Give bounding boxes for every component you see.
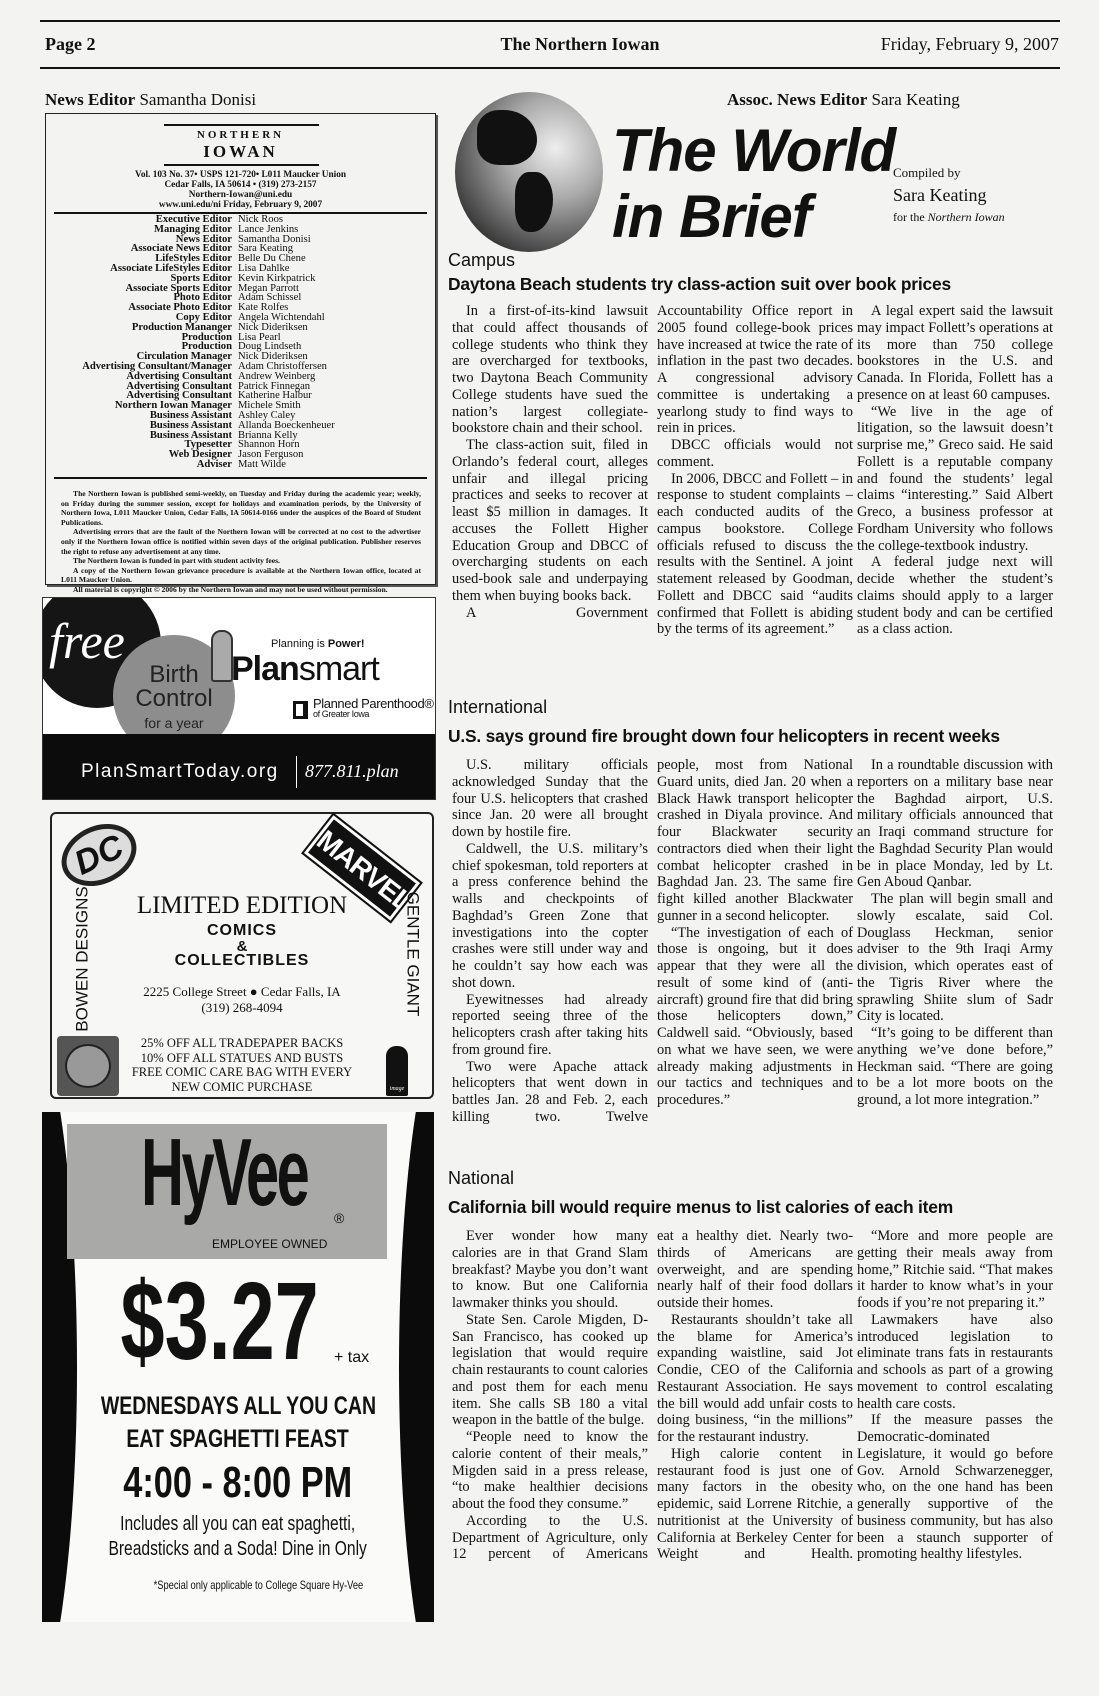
credit-role: Assoc. News Editor	[727, 90, 868, 109]
byline	[893, 165, 1005, 225]
special-note	[62, 1578, 434, 1593]
article-paragraph: Eyewitnesses had already reported seeing three of the helicopters crash after taking hits from ground fire.	[452, 991, 648, 1058]
article-column	[452, 757, 648, 1126]
staff-name: Andrew Weinberg	[238, 370, 316, 382]
ad-text: 4:00 - 8:00 PM	[123, 1458, 353, 1507]
ad-text: of Greater Iowa	[313, 709, 370, 719]
article-paragraph: High calorie content in restaurant food is just one of many factors in the obesity epidemic, said Lorrene Ritchie, a nutritionist at the University of California at Berkeley Center for Weight and Health.	[657, 1445, 853, 1563]
publication-notice	[61, 489, 421, 595]
staff-role: LifeStyles Editor	[155, 253, 232, 265]
article-paragraph: The plan will begin small and slowly escalate, said Col. Douglass Heckman, senior adviser to the 9th Iraqi Army division, which operates east of the Tigris River where the sprawling Shiite slum of Sadr City is located.	[857, 891, 1053, 1025]
logo-text: HyVee	[140, 1119, 308, 1226]
title-line: The World	[612, 117, 896, 184]
price-text: $3.27	[120, 1260, 320, 1383]
article-paragraph: Lawmakers have also introduced legislation to eliminate trans fats in restaurants and schools as part of a growing movement to control escalating health care costs.	[857, 1311, 1053, 1412]
plansmart-url[interactable]: PlanSmartToday.org	[81, 761, 279, 782]
info-line: Vol. 103 No. 37• USPS 121-720• L011 Maucker Union	[134, 170, 347, 180]
staff-name: Michele Smith	[238, 400, 301, 412]
staff-name: Nick Dideriksen	[238, 351, 308, 363]
comics-collectibles-ad[interactable]	[50, 812, 434, 1099]
ad-text: Planning is	[271, 638, 328, 650]
staff-name: Belle Du Chene	[238, 253, 306, 265]
article-column	[857, 303, 1053, 638]
section-label: National	[448, 1168, 515, 1188]
image-comics-logo: image	[386, 1046, 408, 1096]
staff-name: Adam Christoffersen	[238, 360, 327, 372]
ad-text: WEDNESDAYS ALL YOU CAN	[100, 1392, 376, 1420]
staff-name: Jason Ferguson	[238, 449, 304, 461]
staff-name: Angela Wichtendahl	[238, 311, 325, 323]
staff-name: Sara Keating	[238, 243, 294, 255]
article-paragraph: According to the U.S. Department of Agriculture, only 12 percent of Americans	[452, 1512, 648, 1563]
notice-paragraph: All material is copyright © 2006 by the Northern Iowan and may not be used without permission.	[73, 584, 388, 594]
section-label: International	[448, 697, 548, 717]
ad-text: for a year	[144, 715, 204, 731]
masthead-iowan: IOWAN	[203, 142, 278, 161]
article-paragraph: U.S. military officials acknowledged Sunday that the four U.S. helicopters that crashed since Jan. 20 were all brought down by hostile fire.	[452, 757, 648, 840]
feast-text	[42, 1390, 434, 1456]
staff-role: Business Assistant	[149, 409, 232, 421]
staff-name: Nick Roos	[238, 214, 284, 225]
ad-address: 2225 College Street ● Cedar Falls, IA	[143, 984, 341, 999]
masthead-info	[46, 170, 435, 210]
staff-role: Advertising Consultant	[126, 390, 232, 402]
staff-role: Circulation Manager	[136, 351, 232, 363]
issue-date: Friday, February 9, 2007	[880, 34, 1059, 54]
notice-paragraph: The Northern Iowan is funded in part with student activity fees.	[73, 556, 280, 566]
masthead-northern: NORTHERN	[196, 129, 285, 141]
divider	[296, 756, 297, 788]
planned-parenthood-text	[313, 698, 434, 720]
article-column	[657, 757, 853, 1109]
article-headline: U.S. says ground fire brought down four helicopters in recent weeks	[448, 726, 1000, 746]
staff-row	[46, 460, 435, 470]
staff-name: Kevin Kirkpatrick	[238, 272, 316, 284]
staff-name: Nick Dideriksen	[238, 321, 308, 333]
article-column	[857, 757, 1053, 1109]
article-paragraph: “We live in the age of litigation, so the lawsuit doesn’t surprise me,” Greco said. He said Follett is a reputable company and found the students’ legal claims “interesting.” Said Albert Greco, a business professor at Fordham University who follows the college-textbook industry.	[857, 403, 1053, 554]
article-column	[452, 1228, 648, 1563]
staff-role: Associate LifeStyles Editor	[110, 262, 232, 274]
ad-text: *Special only applicable to College Square Hy-Vee	[153, 1578, 363, 1592]
plansmart-phone: 877.811.plan	[305, 761, 399, 781]
marvel-logo: MARVEL	[304, 815, 420, 921]
staff-name: Lisa Dahlke	[238, 262, 290, 274]
title-line: in Brief	[612, 183, 811, 250]
ad-title: LIMITED EDITION	[136, 892, 348, 919]
article-paragraph: Restaurants shouldn’t take all the blame for America’s expanding waistline, said Jot Condie, CEO of the California Restaurant Association. He says the bill would add unfair costs to doing business, “in the millions” for the restaurant industry.	[657, 1311, 853, 1445]
staff-role: Typesetter	[184, 439, 232, 451]
woman-figure-icon	[211, 630, 233, 682]
staff-role: Advertising Consultant/Manager	[82, 360, 232, 372]
offer-line: 10% OFF ALL STATUES AND BUSTS	[140, 1050, 344, 1065]
article-column	[657, 303, 853, 638]
staff-role: News Editor	[175, 233, 232, 245]
staff-name: Lisa Pearl	[238, 331, 281, 343]
byline-author: Sara Keating	[893, 185, 987, 205]
staff-name: Patrick Finnegan	[238, 380, 311, 392]
includes-text	[42, 1512, 434, 1562]
globe-icon	[455, 92, 603, 252]
staff-role: Executive Editor	[155, 214, 232, 225]
info-line: www.uni.edu/ni Friday, February 9, 2007	[158, 200, 323, 210]
credit-role: News Editor	[45, 90, 136, 109]
notice-paragraph: The Northern Iowan is published semi-weekly, on Tuesday and Friday during the academic year; weekly, on Friday during the summer session, except for holidays and examination periods, by the University of Northern Iowa, L011 Maucker Union, Cedar Falls, IA 50614-0166 under the auspices of the Board of Student Publications.	[61, 489, 421, 527]
article-paragraph: “It’s going to be different than anything we’ve done before,” Heckman said. “There are going to be a lot more boots on the ground, a lot more integration.”	[857, 1025, 1053, 1108]
staff-role: Production	[181, 331, 232, 343]
world-in-brief-title	[612, 118, 895, 250]
staff-name: Samantha Donisi	[238, 233, 311, 245]
gentle-giant-label: GENTLE GIANT	[403, 891, 423, 1017]
planned-parenthood-logo-icon	[293, 701, 308, 719]
ad-collectibles: COLLECTIBLES	[174, 952, 310, 969]
article-column	[452, 303, 648, 621]
hyvee-logo	[42, 1118, 420, 1228]
article-paragraph: If the measure passes the Democratic-dominated Legislature, it would go before Gov. Arnold Schwarzenegger, who, on the one hand has been generally supportive of the business community, but has also been a staunch supporter of promoting healthy lifestyles.	[857, 1412, 1053, 1563]
ad-text: Plan	[231, 650, 299, 688]
plus-tax: + tax	[334, 1349, 370, 1366]
ad-free-text: free	[49, 613, 125, 669]
staff-name: Allanda Boeckenheuer	[238, 419, 335, 431]
credit-name: Sara Keating	[871, 90, 960, 109]
article-column	[857, 1228, 1053, 1563]
header-bottom-rule	[40, 67, 1060, 69]
offer-line: FREE COMIC CARE BAG WITH EVERY	[131, 1065, 353, 1079]
staff-name: Lance Jenkins	[238, 223, 299, 235]
ad-text: Planned Parenthood®	[313, 696, 434, 711]
header-top-rule	[40, 20, 1060, 22]
article-paragraph: The class-action suit, filed in Orlando’s federal court, alleges unfair and illegal pricing practices and seeks to recover at least $5 million in damages. It accuses the Follett Higher Education Group and DBCC of overcharging students on each used-book sale and underpaying them when buying books back.	[452, 437, 648, 604]
dc-logo: DC	[51, 812, 146, 898]
masthead-rule	[164, 124, 319, 126]
ad-phone: (319) 268-4094	[201, 1000, 283, 1015]
staff-role: Web Designer	[168, 449, 232, 461]
article-paragraph: A Government	[466, 604, 648, 621]
ad-text: Power!	[327, 638, 365, 650]
notice-paragraph: A copy of the Northern Iowan grievance procedure is available at the Northern Iowan office, located at L011 Maucker Union.	[61, 565, 421, 585]
section-label: Campus	[448, 250, 516, 270]
article-paragraph: “The investigation of each of those is ongoing, but it does appear that they were all the result of some kind of (anti-aircraft) ground fire that did bring those helicopters down,” Caldwell said. “Obviously, based on what we have seen, we were already making adjustments in our tactics and techniques and procedures.”	[657, 924, 853, 1108]
staff-name: Katherine Halbur	[238, 390, 312, 402]
ad-offers	[52, 1036, 432, 1094]
staff-list	[46, 215, 435, 470]
bowen-designs-label: BOWEN DESIGNS	[72, 886, 92, 1032]
employee-owned: EMPLOYEE OWNED	[212, 1237, 328, 1251]
masthead-rule	[164, 164, 319, 166]
staff-role: Sports Editor	[170, 272, 232, 284]
article-paragraph: people, most from National Guard units, died Jan. 20 when a Black Hawk transport helicopter crashed in Diyala province. And four Blackwater security contractors died when their light combat helicopter crashed in Baghdad Jan. 23. The same fire fight killed another Blackwater gunner in a second helicopter.	[657, 757, 853, 924]
byline-paper: Northern Iowan	[927, 210, 1005, 224]
plansmart-logo	[231, 650, 379, 689]
article-paragraph: A legal expert said the lawsuit may impact Follett’s operations at its more than 750 college bookstores in the U.S. and Canada. In Florida, Follett has a presence on at least 60 campuses.	[857, 303, 1053, 403]
compiled-by: Compiled by	[893, 165, 961, 180]
ad-ampersand: &	[236, 938, 248, 955]
article-paragraph: eat a healthy diet. Nearly two-thirds of Americans are overweight, and are spending nearly half of their food dollars outside their homes.	[657, 1228, 853, 1311]
staff-role: Associate Photo Editor	[128, 302, 232, 314]
hours	[42, 1457, 434, 1508]
staff-role: Photo Editor	[173, 292, 232, 304]
ad-text: Includes all you can eat spaghetti,	[120, 1513, 356, 1535]
article-paragraph: In a roundtable discussion with reporters on a military base near the Baghdad airport, U.S. military officials announced that an Iraqi command structure for the Baghdad Security Plan would be in place Monday, led by Lt. Gen Aboud Qanbar.	[857, 757, 1053, 891]
staff-role: Business Assistant	[149, 419, 232, 431]
staff-role: Managing Editor	[154, 223, 232, 235]
ad-text: Breadsticks and a Soda! Dine in Only	[108, 1538, 368, 1560]
article-paragraph: DBCC officials would not comment.	[657, 437, 853, 470]
article-paragraph: State Sen. Carole Migden, D-San Francisco, has cooked up legislation that would require chain restaurants to count calories and post them for each menu item. She calls SB 180 a vital weapon in the battle of the bulge.	[452, 1311, 648, 1429]
ad-text: Birth	[149, 661, 199, 688]
staff-name: Adam Schissel	[238, 292, 302, 304]
ad-comics: COMICS	[207, 922, 277, 939]
staff-role: Copy Editor	[175, 311, 232, 323]
staff-name: Brianna Kelly	[238, 429, 298, 441]
info-line: Cedar Falls, IA 50614 • (319) 273-2157	[164, 180, 317, 190]
notice-paragraph: Advertising errors that are the fault of the Northern Iowan will be corrected at no cost to the advertiser only if the Northern Iowan office is notified within seven days of the original publication. Publisher reserves the right to refuse any advertisement at any time.	[61, 527, 421, 556]
article-paragraph: Accountability Office report in 2005 found college-book prices have increased at twice the rate of inflation in the past two decades. A congressional advisory committee is undertaking a yearlong study to find ways to rein in prices.	[657, 303, 853, 437]
staff-name: Shannon Horn	[238, 439, 300, 451]
staff-name: Doug Lindseth	[238, 341, 302, 353]
staff-name: Kate Rolfes	[238, 302, 289, 314]
article-paragraph: In 2006, DBCC and Follett – in response to student complaints – each conducted audits of the campus bookstore. College officials refused to discuss the results with the Sentinel. A joint statement released by Goodman, Follett and DBCC said “audits confirmed that Follett is abiding by the terms of its agreement.”	[657, 470, 853, 638]
ad-text: smart	[298, 650, 379, 688]
article-headline: California bill would require menus to list calories of each item	[448, 1197, 953, 1217]
masthead-staff-box	[45, 113, 436, 594]
article-paragraph: Ever wonder how many calories are in that Grand Slam breakfast? Maybe you don’t want to know. But one California lawmaker thinks you should.	[452, 1228, 648, 1311]
article-headline: Daytona Beach students try class-action suit over book prices	[448, 274, 951, 294]
staff-name: Megan Parrott	[238, 282, 299, 294]
staff-role: Business Assistant	[149, 429, 232, 441]
staff-name: Ashley Caley	[238, 409, 296, 421]
page-number: Page 2	[45, 34, 96, 54]
staff-role: Advertising Consultant	[126, 380, 232, 392]
offer-line: 25% OFF ALL TRADEPAPER BACKS	[140, 1036, 344, 1050]
staff-role: Associate Sports Editor	[125, 282, 232, 294]
plansmart-ad[interactable]	[42, 597, 436, 800]
credit-name: Samantha Donisi	[139, 90, 257, 109]
article-paragraph: “More and more people are getting their meals away from home,” Ritchie said. “That makes it harder to know what’s in your foods if you’re not preparing it.”	[857, 1228, 1053, 1311]
registered-mark: ®	[334, 1210, 345, 1226]
staff-role: Production Mananger	[131, 321, 232, 333]
staff-name: Matt Wilde	[238, 458, 286, 470]
ad-text: EAT SPAGHETTI FEAST	[126, 1425, 350, 1453]
staff-role: Adviser	[196, 458, 232, 470]
article-paragraph: Caldwell, the U.S. military’s chief spokesman, told reporters at a press conference behind the walls and checkpoints of Baghdad’s Green Zone that investigations into the copter crashes were still under way and he couldn’t say how each was shot down.	[452, 840, 648, 991]
staff-role: Production	[181, 341, 232, 353]
article-paragraph: Two were Apache attack helicopters that went down in battles Jan. 28 and Feb. 2, each killing two. Twelve	[452, 1058, 648, 1125]
hyvee-ad[interactable]	[42, 1112, 434, 1622]
assoc-news-editor-credit	[727, 90, 960, 110]
offer-line: NEW COMIC PURCHASE	[171, 1079, 313, 1094]
paper-name: The Northern Iowan	[500, 34, 660, 54]
staff-role: Associate News Editor	[130, 243, 232, 255]
article-paragraph: “People need to know the calorie content of their meals,” Migden said in a press release, “to make healthier decisions about the food they consume.”	[452, 1429, 648, 1512]
plansmart-tagline	[271, 638, 365, 650]
staff-role: Advertising Consultant	[126, 370, 232, 382]
article-column	[657, 1228, 853, 1563]
ad-text: Control	[135, 685, 213, 712]
article-paragraph: A federal judge next will decide whether the student’s claims should apply to a larger student body and can be certified as a class action.	[857, 554, 1053, 638]
article-paragraph: In a first-of-its-kind lawsuit that could affect thousands of college students who think they are overcharged for textbooks, two Daytona Beach Community College students have sued the nation’s largest collegiate-bookstore chain and their school.	[452, 303, 648, 437]
news-editor-credit	[45, 90, 256, 110]
byline-for: for the	[893, 210, 928, 224]
staff-role: Northern Iowan Manager	[114, 400, 232, 412]
divider	[54, 477, 427, 479]
info-line: Northern-Iowan@uni.edu	[188, 190, 293, 200]
